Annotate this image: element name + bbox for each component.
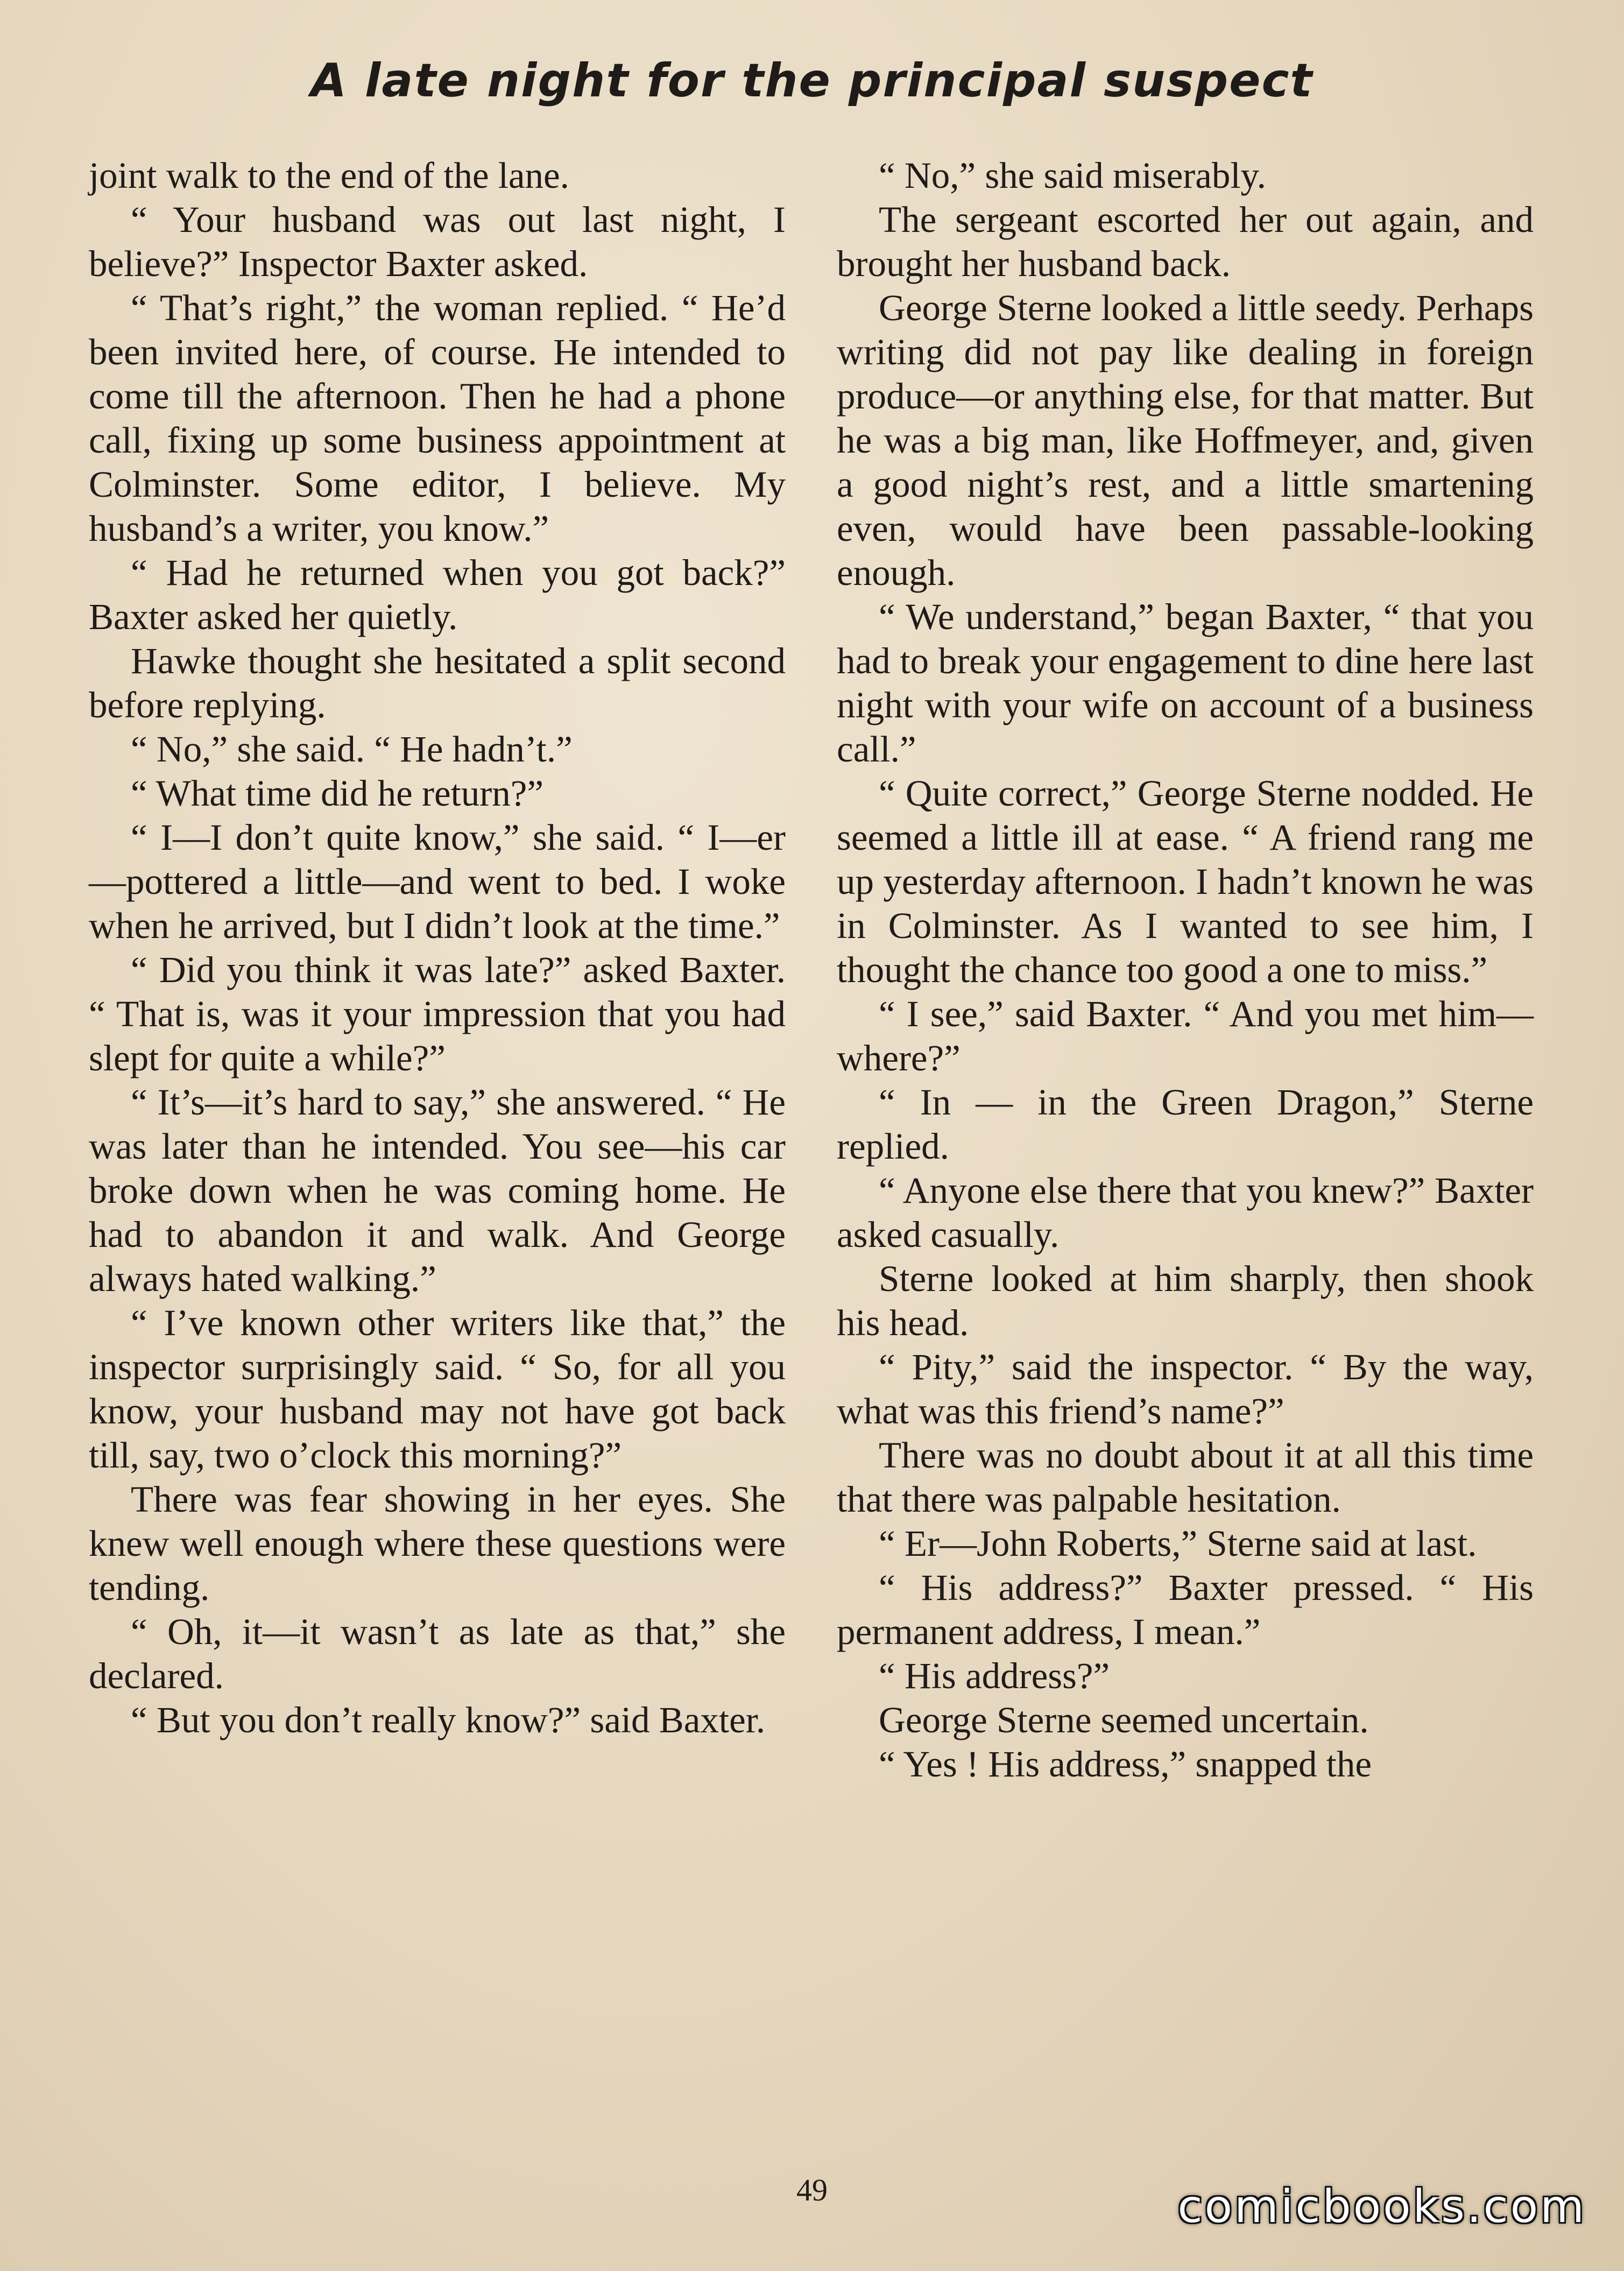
paragraph: “ But you don’t really know?” said Baxter. — [131, 1699, 766, 1740]
paragraph: “ We understand,” began Baxter, “ that you had to break your engagement to dine here last night with your wife on account of a business call.” — [837, 596, 1534, 770]
paragraph: “ No,” she said. “ He hadn’t.” — [131, 729, 573, 770]
paragraph: “ Oh, it—it wasn’t as late as that,” she declared. — [89, 1611, 786, 1696]
paragraph: “ Had he returned when you got back?” Baxter asked her quietly. — [89, 552, 786, 637]
paragraph: George Sterne seemed uncertain. — [879, 1699, 1369, 1740]
paragraph: “ Quite correct,” George Sterne nodded. He seemed a little ill at ease. “ A friend rang me up yesterday afternoon. I hadn’t known he was in Colminster. As I wanted to see him, I thought the chance too good a one to miss.” — [837, 773, 1534, 990]
paragraph: There was no doubt about it at all this time that there was palpable hesitation. — [837, 1435, 1534, 1520]
paragraph: George Sterne looked a little seedy. Perhaps writing did not pay like dealing in foreign produce—or anything else, for that matter. But he was a big man, like Hoffmeyer, and, given a good night’s rest, and a little smartening even, would have been passable-looking enough. — [837, 287, 1534, 593]
page-number: 49 — [796, 2173, 828, 2207]
paragraph: “ His address?” — [879, 1655, 1110, 1696]
paragraph: There was fear showing in her eyes. She knew well enough where these questions were tending. — [89, 1479, 786, 1608]
paragraph: “ His address?” Baxter pressed. “ His permanent address, I mean.” — [837, 1567, 1534, 1652]
page-title: A late night for the principal suspect — [310, 54, 1314, 108]
paragraph: “ That’s right,” the woman replied. “ He’d been invited here, of course. He intended to come till the afternoon. Then he had a phone call, fixing up some business appointment at Colminster. Some editor, I believe. My husband’s a writer, you know.” — [89, 287, 786, 549]
paragraph: “ Did you think it was late?” asked Baxter. “ That is, was it your impression that you had slept for quite a while?” — [89, 949, 786, 1078]
paragraph: “ Er—John Roberts,” Sterne said at last. — [879, 1523, 1477, 1564]
paragraph: joint walk to the end of the lane. — [89, 155, 569, 196]
paragraph: “ I’ve known other writers like that,” the inspector surprisingly said. “ So, for all you know, your husband may not have got back till, say, two o’clock this morning?” — [89, 1302, 786, 1476]
paragraph: “ In — in the Green Dragon,” Sterne replied. — [837, 1082, 1534, 1167]
paragraph: “ Yes ! His address,” snapped the — [879, 1744, 1372, 1785]
paragraph: “ I see,” said Baxter. “ And you met him—where?” — [837, 993, 1534, 1078]
paragraph: “ I—I don’t quite know,” she said. “ I—er—pottered a little—and went to bed. I woke when he arrived, but I didn’t look at the time.” — [89, 817, 786, 946]
paragraph: “ Anyone else there that you knew?” Baxter asked casually. — [837, 1170, 1534, 1255]
left-text-column — [89, 153, 786, 2139]
paragraph: “ Pity,” said the inspector. “ By the way, what was this friend’s name?” — [837, 1346, 1534, 1431]
paragraph: “ Your husband was out last night, I believe?” Inspector Baxter asked. — [89, 199, 786, 284]
paragraph: The sergeant escorted her out again, and brought her husband back. — [837, 199, 1534, 284]
paragraph: “ It’s—it’s hard to say,” she answered. “ He was later than he intended. You see—his car broke down when he was coming home. He had to abandon it and walk. And George always hated walking.” — [89, 1082, 786, 1299]
paragraph: Hawke thought she hesitated a split second before replying. — [89, 640, 786, 725]
paragraph: Sterne looked at him sharply, then shook his head. — [837, 1258, 1534, 1343]
right-text-column — [837, 153, 1534, 2139]
paragraph: “ What time did he return?” — [131, 773, 543, 814]
paragraph: “ No,” she said miserably. — [879, 155, 1266, 196]
watermark-logo: comicbooks.com — [1177, 2180, 1586, 2233]
